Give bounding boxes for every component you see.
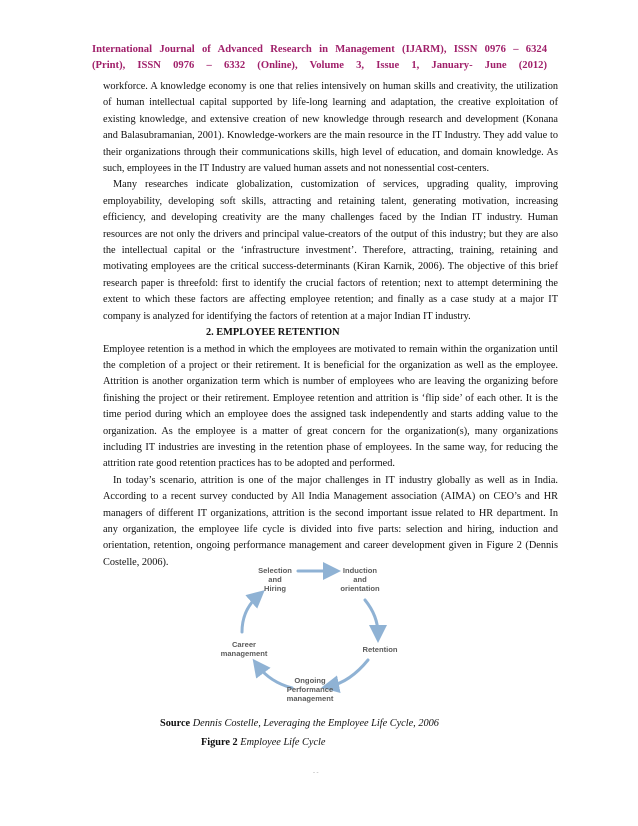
header-line-2: (Print), ISSN 0976 – 6332 (Online), Volume 3, Issue 1, January- June (2012) — [92, 60, 547, 71]
figure-source-caption — [160, 718, 439, 729]
page-number: - - — [313, 770, 319, 776]
header-line-1: International Journal of Advanced Research in Management (IJARM), ISSN 0976 – 6324 — [92, 44, 547, 55]
source-text: Dennis Costelle, Leveraging the Employee Life Cycle, 2006 — [192, 718, 439, 729]
figure-caption — [201, 737, 325, 748]
arrow-induction-to-retention — [365, 600, 378, 634]
node-ongoing-performance-management: Ongoing Performance management — [286, 676, 334, 703]
figure-title: Employee Life Cycle — [240, 737, 326, 748]
paragraph-attrition-scenario: In today’s scenario, attrition is one of the major challenges in IT industry globally as well as in India. According to a recent survey conducted by All India Management association (AIMA) on CEO’s and HR managers of different IT organizations, attrition is the second important issue related to HR department. In any organization, the employee life cycle is divided into five parts: selection and hiring, induction and orientation, retention, ongoing performance management and career development given in Figure 2 (Dennis Costelle, 2006). — [103, 474, 558, 568]
paragraph-retention-definition: Employee retention is a method in which the employees are motivated to remain within the organization until the completion of a project or their retirement. It is beneficial for the organization as well as the employee. Attrition is another organization term which is number of employees who are leaving the organizing before finishing the project or their retirement. Employee retention and attrition is ‘flip side’ of each other. It is the time period during which an employee does the assigned task independently and starts adding value to the organization. As the employee is a matter of great concern for the organization(s), many organizations including IT industries are investing in the retention phase of employees. In the same way, for reducing the attrition rate good retention practices has to be adopted and performed. — [103, 343, 558, 470]
figure-label: Figure 2 — [201, 737, 238, 748]
journal-header — [92, 42, 547, 74]
section-heading-employee-retention: 2. EMPLOYEE RETENTION — [206, 327, 340, 339]
article-body — [103, 79, 558, 571]
node-retention: Retention — [362, 645, 398, 654]
employee-life-cycle-diagram — [200, 558, 440, 718]
paragraph-challenges: Many researches indicate globalization, customization of services, upgrading quality, improving employability, developing soft skills, attracting and retaining talent, generating motivation, increasing efficiency, and developing creativity are the many challenges faced by the Indian IT industry. Human resources are not only the drivers and principal value-creators of the output of this industry; but they are also the intellectual capital or the ‘infrastructure investment’. Therefore, attracting, training, retaining and motivating employees are the critical success-determinants (Kiran Karnik, 2006). The objective of this brief research paper is threefold: first to identify the crucial factors of retention; next to attempt determining the extent to which these factors are affecting employee retention; and finally as a case study at a major IT company is analyzed for identifying the factors of retention at a major Indian IT industry. — [103, 179, 558, 322]
node-career-management: Career management — [220, 640, 268, 658]
node-induction-and-orientation: Induction and orientation — [340, 566, 380, 593]
node-selection-and-hiring: Selection and Hiring — [258, 566, 292, 593]
paragraph-knowledge-economy: workforce. A knowledge economy is one that relies intensively on human skills and creativity, the utilization of human intellectual capital supported by life-long learning and adaptation, the creative exploitation of existing knowledge, and extensive creation of new knowledge through research and development (Konana and Balasubramanian, 2001). Knowledge-workers are the main resource in the IT Industry. They add value to their organizations through their communications skills, high level of education, and domain knowledge. As such, employees in the IT Industry are valued human assets and not nonessential cost-centers. — [103, 81, 558, 175]
source-label: Source — [160, 718, 191, 729]
arrow-career-to-selection — [242, 596, 258, 632]
